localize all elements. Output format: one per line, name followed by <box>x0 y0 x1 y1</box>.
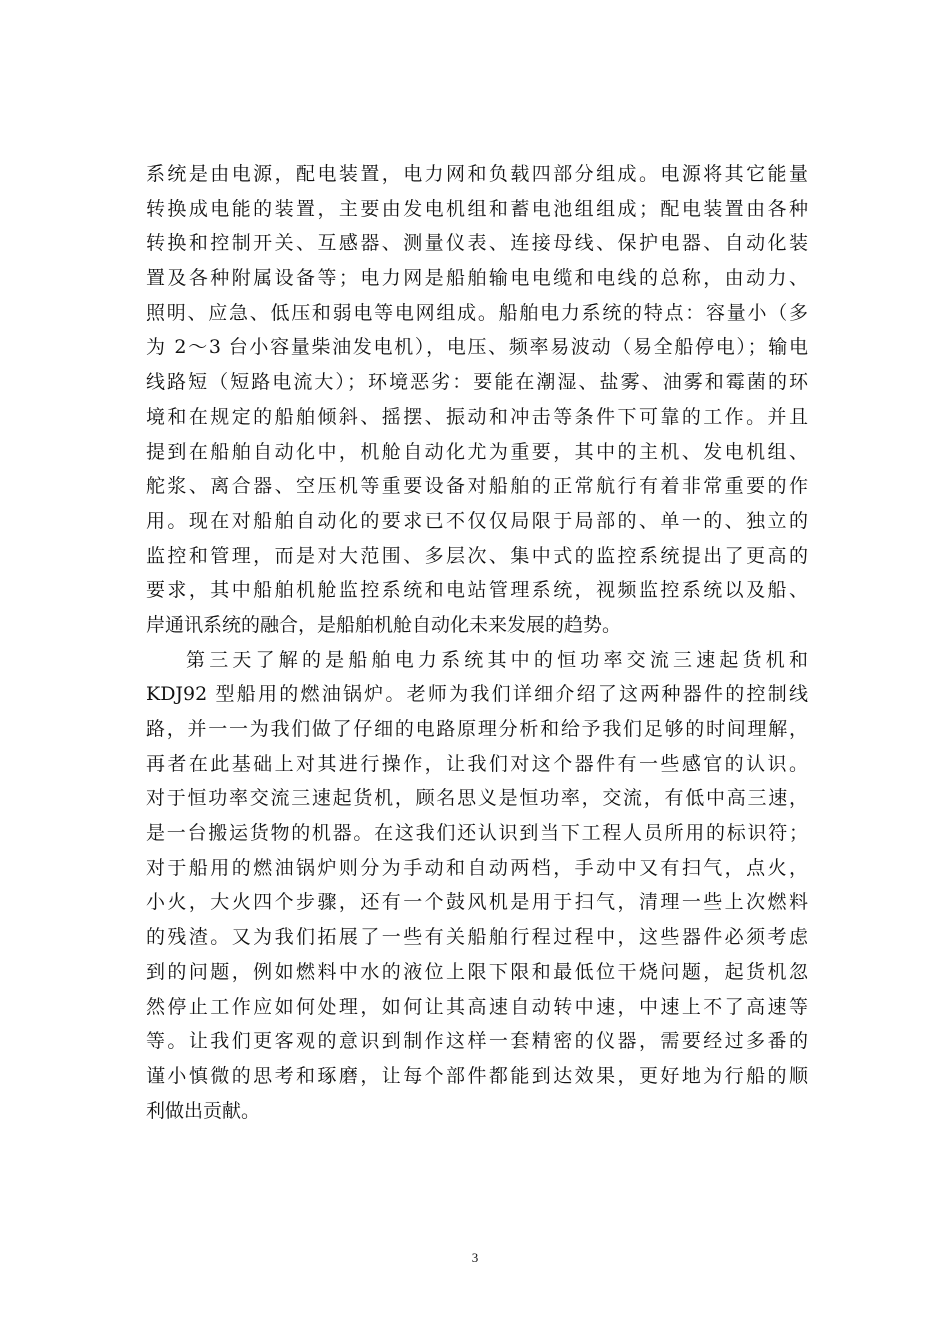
text-line: 转换成电能的装置，主要由发电机组和蓄电池组组成；配电装置由各种 <box>146 197 808 220</box>
body-text <box>146 157 808 1128</box>
text-line: 对于恒功率交流三速起货机，顾名思义是恒功率，交流，有低中高三速， <box>146 787 808 810</box>
text-line: 利做出贡献。 <box>146 1099 261 1122</box>
text-line: 然停止工作应如何处理，如何让其高速自动转中速，中速上不了高速等 <box>146 995 808 1018</box>
text-line: 转换和控制开关、互感器、测量仪表、连接母线、保护电器、自动化装 <box>146 232 808 255</box>
text-line: 舵浆、离合器、空压机等重要设备对船舶的正常航行有着非常重要的作 <box>146 475 808 498</box>
text-line-first: 第三天了解的是船舶电力系统其中的恒功率交流三速起货机和 <box>186 648 808 671</box>
text-line: 系统是由电源，配电装置，电力网和负载四部分组成。电源将其它能量 <box>146 163 808 185</box>
text-line: 对于船用的燃油锅炉则分为手动和自动两档，手动中又有扫气，点火， <box>146 856 808 879</box>
text-line: 的残渣。又为我们拓展了一些有关船舶行程过程中，这些器件必须考虑 <box>146 926 808 949</box>
text-line: 到的问题，例如燃料中水的液位上限下限和最低位干烧问题，起货机忽 <box>146 960 808 983</box>
text-line: 提到在船舶自动化中，机舱自动化尤为重要，其中的主机、发电机组、 <box>146 440 808 463</box>
text-line: 是一台搬运货物的机器。在这我们还认识到当下工程人员所用的标识符； <box>146 822 808 845</box>
text-line: 线路短（短路电流大）；环境恶劣：要能在潮湿、盐雾、油雾和霉菌的环 <box>146 371 808 394</box>
text-line: 小火，大火四个步骤，还有一个鼓风机是用于扫气，清理一些上次燃料 <box>146 891 808 914</box>
text-line: 用。现在对船舶自动化的要求已不仅仅局限于局部的、单一的、独立的 <box>146 509 808 532</box>
text-line: 等。让我们更客观的意识到制作这样一套精密的仪器，需要经过多番的 <box>146 1030 808 1053</box>
page-number: 3 <box>471 1250 479 1265</box>
text-line: KDJ92 型船用的燃油锅炉。老师为我们详细介绍了这两种器件的控制线 <box>146 683 808 706</box>
text-line: 岸通讯系统的融合，是船舶机舱自动化未来发展的趋势。 <box>146 613 622 636</box>
text-line: 为 2～3 台小容量柴油发电机），电压、频率易波动（易全船停电）；输电 <box>146 336 808 359</box>
text-line: 谨小慎微的思考和琢磨，让每个部件都能到达效果，更好地为行船的顺 <box>146 1064 808 1087</box>
text-line: 路，并一一为我们做了仔细的电路原理分析和给予我们足够的时间理解， <box>146 718 808 740</box>
text-line: 监控和管理，而是对大范围、多层次、集中式的监控系统提出了更高的 <box>146 544 808 567</box>
text-line: 置及各种附属设备等；电力网是船舶输电电缆和电线的总称，由动力、 <box>146 267 808 290</box>
text-line: 照明、应急、低压和弱电等电网组成。船舶电力系统的特点：容量小（多 <box>146 301 808 324</box>
text-line: 要求，其中船舶机舱监控系统和电站管理系统，视频监控系统以及船、 <box>146 579 808 602</box>
text-line: 再者在此基础上对其进行操作，让我们对这个器件有一些感官的认识。 <box>146 752 808 775</box>
text-line: 境和在规定的船舶倾斜、摇摆、振动和冲击等条件下可靠的工作。并且 <box>146 405 808 428</box>
